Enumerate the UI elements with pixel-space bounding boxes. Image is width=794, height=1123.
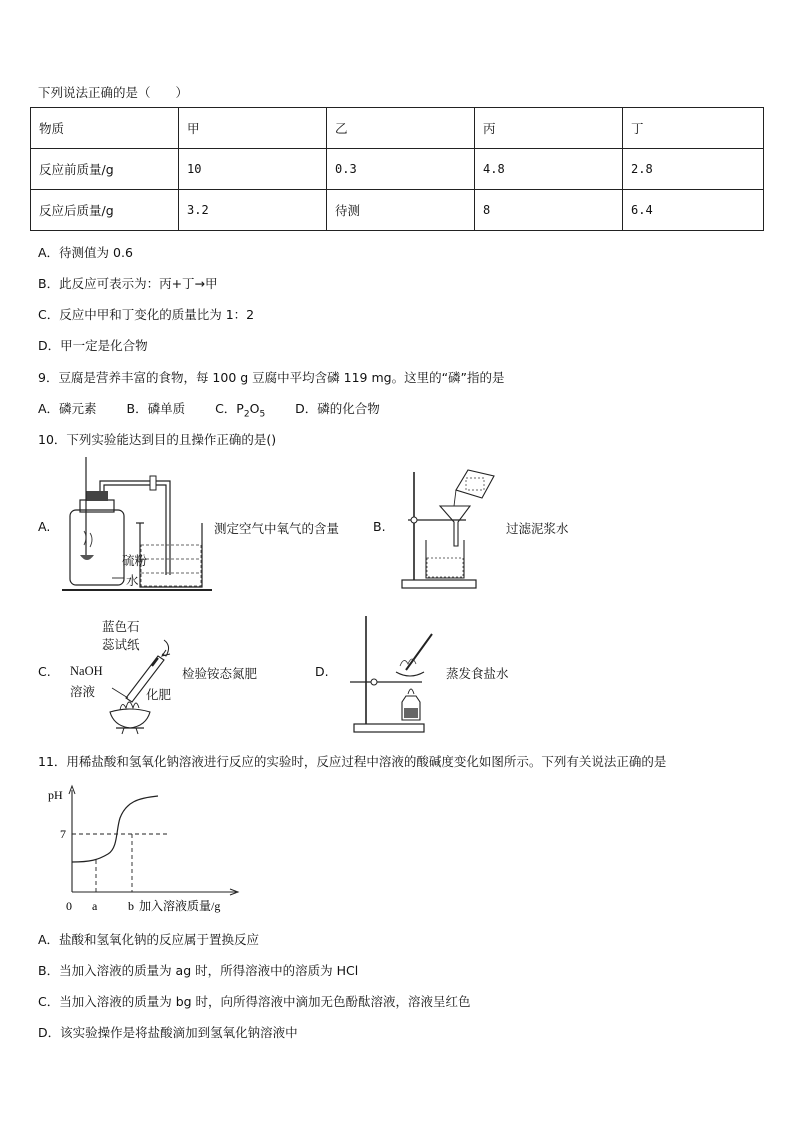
table-row — [31, 149, 764, 190]
question-intro: 下列说法正确的是（ ） — [38, 85, 189, 100]
q10-option-c-caption: 检验铵态氮肥 — [182, 666, 258, 681]
table-cell: 反应前质量/g — [31, 149, 179, 190]
q11-option-c[interactable]: C．当加入溶液的质量为 bg 时，向所得溶液中滴加无色酚酞溶液，溶液呈红色 — [38, 994, 471, 1009]
q10-option-a-label[interactable]: A. — [38, 519, 51, 534]
table-cell: 4.8 — [475, 149, 623, 190]
fertilizer-label: 化肥 — [146, 688, 172, 702]
q8-option-b[interactable]: B．此反应可表示为：丙+丁→甲 — [38, 276, 218, 291]
table-cell: 6.4 — [623, 190, 764, 231]
y-axis-label: pH — [48, 788, 63, 802]
x-tick-label: a — [92, 899, 98, 913]
table-cell: 0.3 — [327, 149, 475, 190]
q10-option-b-caption: 过滤泥浆水 — [506, 521, 569, 536]
table-cell: 2.8 — [623, 149, 764, 190]
q11-stem: 11．用稀盐酸和氢氧化钠溶液进行反应的实验时，反应过程中溶液的酸碱度变化如图所示。下列有关说法正确的是 — [38, 754, 667, 769]
table-row — [31, 190, 764, 231]
q10-option-d-label[interactable]: D. — [315, 664, 329, 679]
q11-option-a[interactable]: A．盐酸和氢氧化钠的反应属于置换反应 — [38, 932, 260, 947]
naoh-label-line1: NaOH — [70, 664, 103, 678]
table-cell: 3.2 — [179, 190, 327, 231]
q10-option-b-label[interactable]: B. — [373, 519, 386, 534]
q9-stem: 9．豆腐是营养丰富的食物，每 100 g 豆腐中平均含磷 119 mg。这里的“磷”指的是 — [38, 370, 505, 385]
table-cell: 待测 — [327, 190, 475, 231]
x-axis-label: 加入溶液质量/g — [139, 899, 221, 913]
q11-option-d[interactable]: D．该实验操作是将盐酸滴加到氢氧化钠溶液中 — [38, 1025, 298, 1040]
table-row — [31, 108, 764, 149]
filtration-apparatus-diagram — [396, 462, 504, 592]
table-cell: 甲 — [179, 108, 327, 149]
q10-option-a-caption: 测定空气中氧气的含量 — [214, 521, 340, 536]
x-tick-label: 0 — [66, 899, 72, 913]
q11-option-b[interactable]: B．当加入溶液的质量为 ag 时，所得溶液中的溶质为 HCl — [38, 963, 359, 978]
q10-option-d-caption: 蒸发食盐水 — [446, 666, 509, 681]
q9-options — [38, 399, 380, 420]
ammonium-test-diagram — [98, 636, 178, 736]
q8-option-d[interactable]: D．甲一定是化合物 — [38, 338, 148, 353]
q9-option-a[interactable]: A．磷元素 — [38, 401, 97, 416]
q9-option-c[interactable]: C．$P_2O_5$ — [215, 401, 266, 420]
table-cell: 乙 — [327, 108, 475, 149]
q9-option-d[interactable]: D．磷的化合物 — [295, 401, 380, 416]
table-cell: 丁 — [623, 108, 764, 149]
q9-option-b[interactable]: B．磷单质 — [126, 401, 186, 416]
ph-curve-chart — [40, 782, 260, 918]
litmus-paper-label-line2: 蕊试纸 — [102, 638, 140, 652]
water-label: 水 — [126, 573, 139, 588]
table-cell: 10 — [179, 149, 327, 190]
q10-option-c-label[interactable]: C. — [38, 664, 51, 679]
q8-option-a[interactable]: A．待测值为 0.6 — [38, 245, 133, 260]
table-cell: 丙 — [475, 108, 623, 149]
sulfur-label: 硫粉 — [122, 553, 148, 568]
q8-option-c[interactable]: C．反应中甲和丁变化的质量比为 1：2 — [38, 307, 255, 322]
q10-stem: 10．下列实验能达到目的且操作正确的是() — [38, 432, 277, 447]
table-cell: 物质 — [31, 108, 179, 149]
litmus-paper-label-line1: 蓝色石 — [102, 620, 140, 634]
y-tick-label: 7 — [60, 827, 66, 841]
x-tick-label: b — [128, 899, 134, 913]
table-cell: 8 — [475, 190, 623, 231]
naoh-label-line2: 溶液 — [70, 685, 96, 699]
oxygen-measure-apparatus-diagram — [62, 455, 222, 595]
table-cell: 反应后质量/g — [31, 190, 179, 231]
ph-curve — [72, 796, 158, 862]
evaporation-apparatus-diagram — [338, 612, 438, 736]
mass-table — [30, 107, 764, 231]
